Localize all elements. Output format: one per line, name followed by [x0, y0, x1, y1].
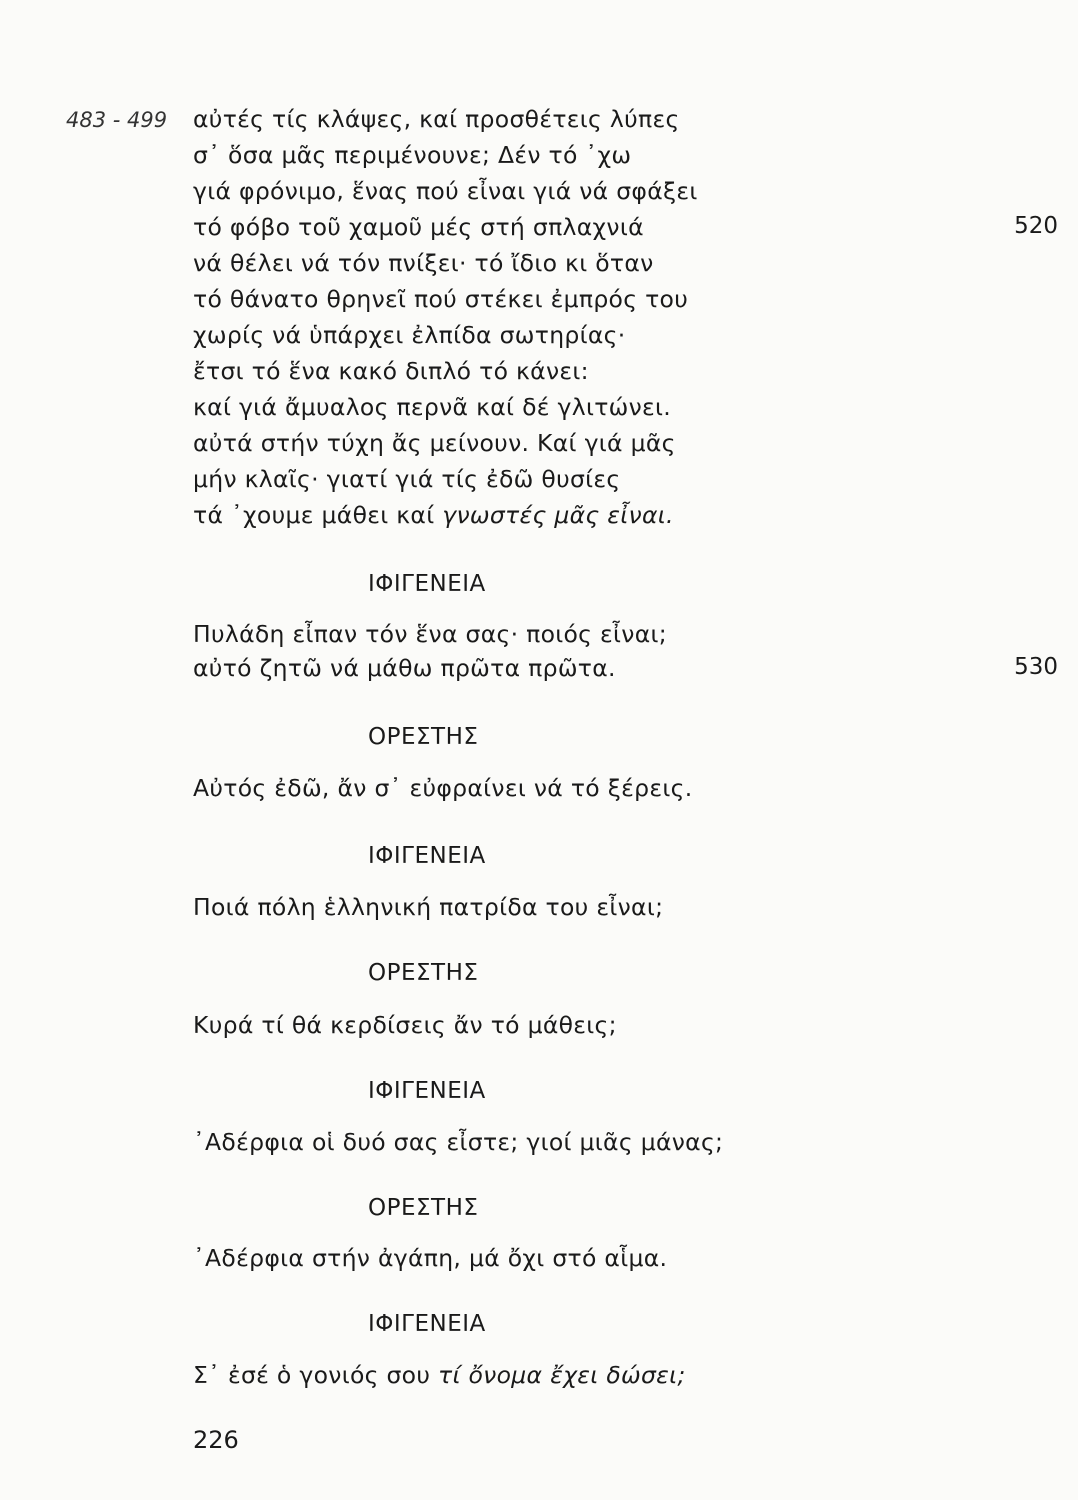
speaker-name: ΙΦΙΓΕΝΕΙΑ — [368, 1078, 486, 1104]
page-number: 226 — [193, 1426, 239, 1454]
speaker-name: ΟΡΕΣΤΗΣ — [368, 960, 479, 986]
verse-line: Αὐτός ἐδῶ, ἄν σ᾿ εὐφραίνει νά τό ξέρεις. — [193, 774, 693, 802]
verse-text: τά ᾿χουμε μάθει καί — [193, 501, 443, 529]
verse-line: ᾿Αδέρφια οἱ δυό σας εἶστε; γιοί μιᾶς μάνας; — [193, 1128, 724, 1156]
verse-line: χωρίς νά ὑπάρχει ἐλπίδα σωτηρίας· — [193, 321, 626, 349]
verse-italic-text: γνωστές μᾶς εἶναι. — [442, 501, 674, 529]
verse-line: καί γιά ἄμυαλος περνᾶ καί δέ γλιτώνει. — [193, 393, 672, 421]
line-range-reference: 483 - 499 — [66, 108, 168, 132]
speaker-name: ΟΡΕΣΤΗΣ — [368, 724, 479, 750]
verse-italic-text: τί ὄνομα ἔχει δώσει; — [438, 1361, 686, 1389]
speaker-name: ΟΡΕΣΤΗΣ — [368, 1195, 479, 1221]
speaker-name: ΙΦΙΓΕΝΕΙΑ — [368, 571, 486, 597]
verse-line: αὐτές τίς κλάψες, καί προσθέτεις λύπες — [193, 105, 680, 133]
verse-line: ἔτσι τό ἕνα κακό διπλό τό κάνει: — [193, 357, 589, 385]
verse-line: Ποιά πόλη ἑλληνική πατρίδα του εἶναι; — [193, 893, 664, 921]
verse-line — [193, 501, 674, 529]
verse-line: τό φόβο τοῦ χαμοῦ μές στή σπλαχνιά — [193, 213, 644, 241]
verse-line: αὐτό ζητῶ νά μάθω πρῶτα πρῶτα. — [193, 654, 616, 682]
verse-line: μήν κλαῖς· γιατί γιά τίς ἐδῶ θυσίες — [193, 465, 621, 493]
speaker-name: ΙΦΙΓΕΝΕΙΑ — [368, 1311, 486, 1337]
verse-line: γιά φρόνιμο, ἕνας πού εἶναι γιά νά σφάξει — [193, 177, 698, 205]
verse-line: ᾿Αδέρφια στήν ἀγάπη, μά ὄχι στό αἷμα. — [193, 1244, 668, 1272]
verse-line: Κυρά τί θά κερδίσεις ἄν τό μάθεις; — [193, 1011, 617, 1039]
verse-line: Πυλάδη εἶπαν τόν ἕνα σας· ποιός εἶναι; — [193, 620, 667, 648]
verse-line: νά θέλει νά τόν πνίξει· τό ἴδιο κι ὅταν — [193, 249, 654, 277]
verse-line — [193, 1361, 686, 1389]
line-number: 530 — [1014, 654, 1058, 680]
verse-line: σ᾿ ὅσα μᾶς περιμένουνε; Δέν τό ᾿χω — [193, 141, 632, 169]
verse-line: αὐτά στήν τύχη ἄς μείνουν. Καί γιά μᾶς — [193, 429, 676, 457]
speaker-name: ΙΦΙΓΕΝΕΙΑ — [368, 843, 486, 869]
line-number: 520 — [1014, 213, 1058, 239]
verse-text: Σ᾿ ἐσέ ὁ γονιός σου — [193, 1361, 439, 1389]
verse-line: τό θάνατο θρηνεῖ πού στέκει ἐμπρός του — [193, 285, 689, 313]
